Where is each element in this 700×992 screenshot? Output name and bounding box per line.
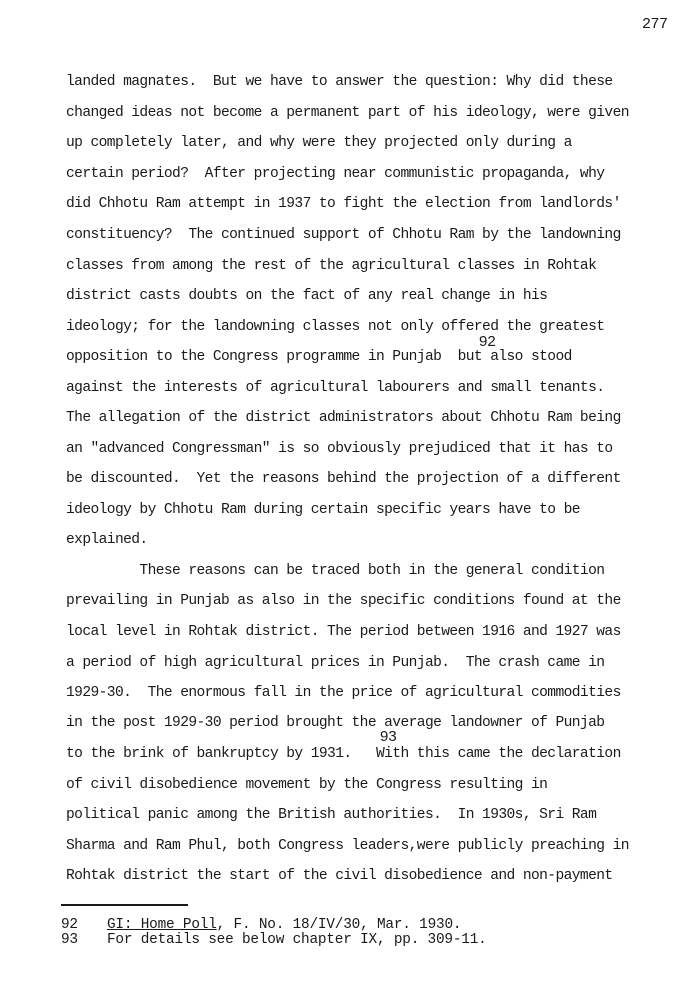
text-line: certain period? After projecting near communistic propaganda, why xyxy=(66,166,605,182)
text-line: ideology; for the landowning classes not only offered the greatest xyxy=(66,319,605,335)
text-line: prevailing in Punjab as also in the specific conditions found at the xyxy=(66,593,621,609)
text-line: constituency? The continued support of Chhotu Ram by the landowning xyxy=(66,227,621,243)
text-line: to the brink of bankruptcy by 1931. With this came the declaration xyxy=(66,746,621,762)
footnote-ref-92: 92 xyxy=(479,333,496,350)
page-number: 277 xyxy=(642,16,668,33)
text-line: an "advanced Congressman" is so obviously prejudiced that it has to xyxy=(66,441,613,457)
footnote-92 xyxy=(61,917,461,933)
footnote-source: GI: Home Poll xyxy=(107,917,217,933)
text-line: landed magnates. But we have to answer the question: Why did these xyxy=(66,74,613,90)
footnote-detail: For details see below chapter IX, pp. 309-11. xyxy=(107,932,487,948)
text-line: ideology by Chhotu Ram during certain specific years have to be xyxy=(66,502,580,518)
text-line: Rohtak district the start of the civil disobedience and non-payment xyxy=(66,868,613,884)
text-line: The allegation of the district administrators about Chhotu Ram being xyxy=(66,410,621,426)
footnote-divider xyxy=(61,904,188,906)
footnote-ref-93: 93 xyxy=(380,728,397,745)
footnote-93 xyxy=(61,932,487,948)
footnote-detail: , F. No. 18/IV/30, Mar. 1930. xyxy=(216,917,462,933)
text-line: political panic among the British authorities. In 1930s, Sri Ram xyxy=(66,807,597,823)
text-line: did Chhotu Ram attempt in 1937 to fight the election from landlords' xyxy=(66,196,621,212)
text-line: opposition to the Congress programme in Punjab but also stood xyxy=(66,349,572,365)
text-line: local level in Rohtak district. The period between 1916 and 1927 was xyxy=(66,624,621,640)
text-line: classes from among the rest of the agricultural classes in Rohtak xyxy=(66,258,597,274)
text-line: up completely later, and why were they projected only during a xyxy=(66,135,572,151)
text-line: district casts doubts on the fact of any real change in his xyxy=(66,288,548,304)
text-line: 1929-30. The enormous fall in the price of agricultural commodities xyxy=(66,685,621,701)
text-line: explained. xyxy=(66,532,148,548)
footnote-number: 92 xyxy=(61,917,78,933)
text-line: against the interests of agricultural labourers and small tenants. xyxy=(66,380,605,396)
text-line: changed ideas not become a permanent part of his ideology, were given xyxy=(66,105,629,121)
text-line: in the post 1929-30 period brought the average landowner of Punjab xyxy=(66,715,605,731)
footnote-number: 93 xyxy=(61,932,78,948)
text-line: a period of high agricultural prices in Punjab. The crash came in xyxy=(66,655,605,671)
text-line: Sharma and Ram Phul, both Congress leaders,were publicly preaching in xyxy=(66,838,629,854)
text-line: of civil disobedience movement by the Congress resulting in xyxy=(66,777,548,793)
text-line: These reasons can be traced both in the general condition xyxy=(66,563,605,579)
text-line: be discounted. Yet the reasons behind the projection of a different xyxy=(66,471,621,487)
